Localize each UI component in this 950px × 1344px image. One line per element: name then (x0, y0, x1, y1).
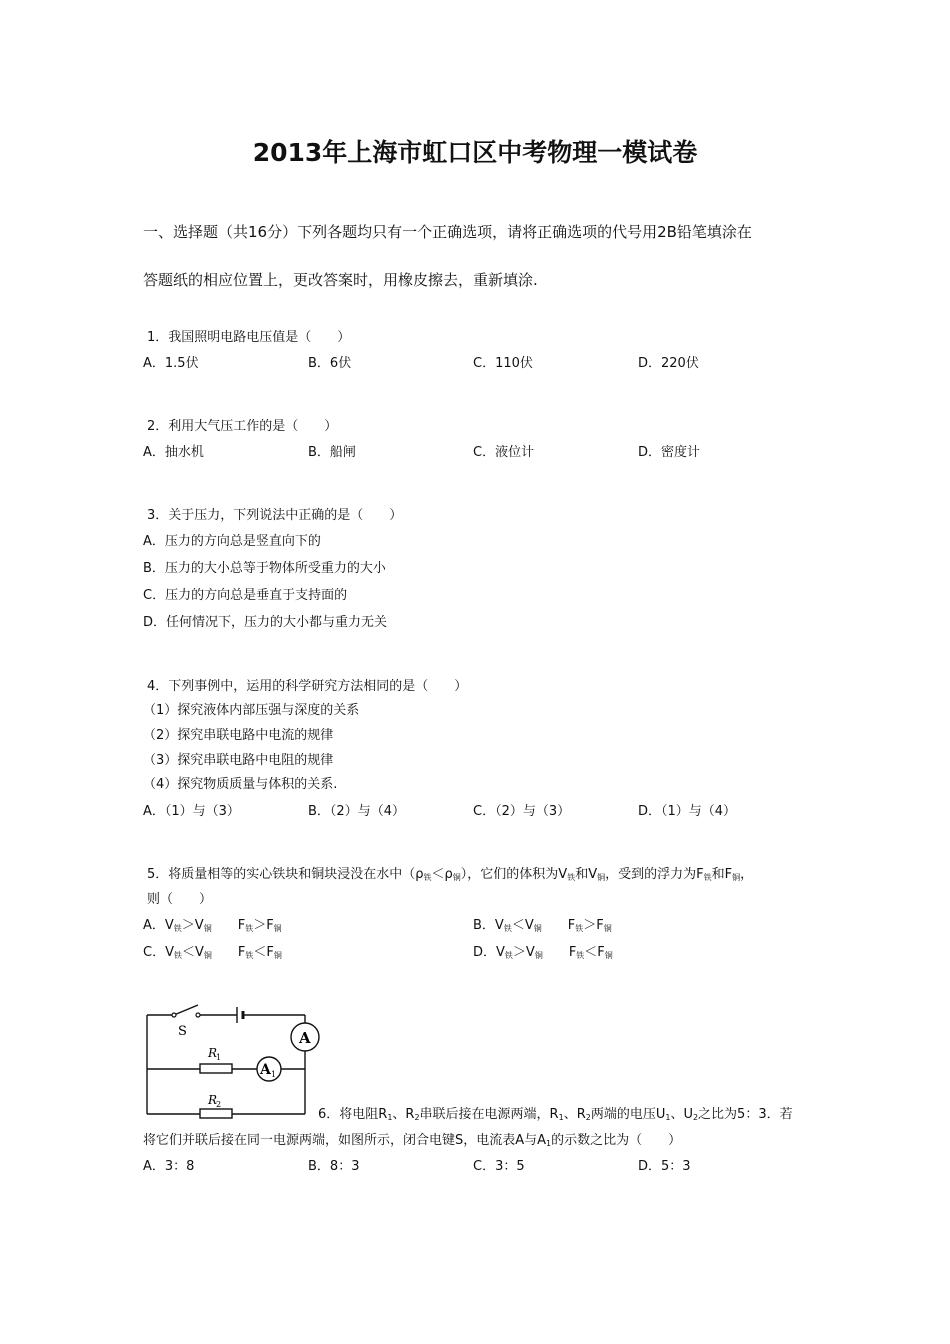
q4-item-1: （1）探究液体内部压强与深度的关系 (143, 703, 360, 718)
q5-option-b: B．$V_铁<V_铜$ $F_铁>F_铜$ (473, 918, 612, 933)
q3-option-a: A．压力的方向总是竖直向下的 (143, 534, 321, 549)
r1-label-sub: 1 (216, 1053, 222, 1062)
q6-stem: 6．将电阻$R_1$、$R_2$串联后接在电源两端，$R_1$、$R_2$两端的电压$U_1$、$U_2$之比为5：3．若 (318, 1107, 793, 1122)
q5-option-c: C．$V_铁<V_铜$ $F_铁<F_铜$ (143, 945, 282, 960)
q6-option-a: A．3：8 (143, 1159, 195, 1174)
r2-label: R (208, 1093, 218, 1107)
page-title: 2013年上海市虹口区中考物理一模试卷 (252, 138, 698, 167)
q3-stem: 3．关于压力，下列说法中正确的是（ ） (147, 508, 403, 523)
q6-stem-line2: 将它们并联后接在同一电源两端，如图所示，闭合电键S，电流表A与$A_1$的示数之比为（ ） (143, 1133, 682, 1148)
ammeter-branch-sub: 1 (271, 1070, 277, 1079)
q1-option-c: C．110伏 (473, 356, 533, 371)
q4-option-b: B．（2）与（4） (308, 804, 405, 819)
resistor-r1 (200, 1064, 232, 1073)
switch-contact-left (172, 1013, 176, 1017)
q6-option-d: D．5：3 (638, 1159, 691, 1174)
q2-stem: 2．利用大气压工作的是（ ） (147, 419, 338, 434)
section-intro-line1: 一、选择题（共16分）下列各题均只有一个正确选项，请将正确选项的代号用2B铅笔填涂在 (143, 223, 752, 241)
q5-stem-line2: 则（ ） (147, 892, 213, 907)
q4-item-4: （4）探究物质质量与体积的关系. (143, 777, 338, 792)
q2-option-d: D．密度计 (638, 445, 701, 460)
switch-contact-right (196, 1013, 200, 1017)
r1-label: R (208, 1046, 218, 1060)
q4-stem: 4．下列事例中，运用的科学研究方法相同的是（ ） (147, 679, 468, 694)
section-intro-line2: 答题纸的相应位置上，更改答案时，用橡皮擦去，重新填涂. (143, 271, 538, 289)
resistor-r2 (200, 1109, 232, 1118)
q3-option-d: D．任何情况下，压力的大小都与重力无关 (143, 615, 388, 630)
q5-option-a: A．$V_铁>V_铜$ $F_铁>F_铜$ (143, 918, 282, 933)
q2-option-c: C．液位计 (473, 445, 535, 460)
r2-label-sub: 2 (216, 1100, 222, 1109)
q4-option-a: A．（1）与（3） (143, 804, 240, 819)
q5-stem: 5．将质量相等的实心铁块和铜块浸没在水中$(\rho_铁<\rho_铜)$，它们的体积为$V_铁$和$V_铜$，受到的浮力为$F_铁$和$F_铜$， (147, 867, 754, 882)
q5-option-d: D．$V_铁>V_铜$ $F_铁<F_铜$ (473, 945, 613, 960)
q4-item-3: （3）探究串联电路中电阻的规律 (143, 753, 334, 768)
switch-label: S (178, 1024, 187, 1039)
q1-stem: 1．我国照明电路电压值是（ ） (147, 330, 351, 345)
q4-option-d: D．（1）与（4） (638, 804, 737, 819)
q2-option-a: A．抽水机 (143, 445, 204, 460)
q1-option-a: A．1.5伏 (143, 356, 199, 371)
q4-item-2: （2）探究串联电路中电流的规律 (143, 728, 334, 743)
q4-option-c: C．（2）与（3） (473, 804, 571, 819)
q6-option-c: C．3：5 (473, 1159, 525, 1174)
switch-blade (174, 1005, 198, 1015)
ammeter-main-label: A (299, 1029, 311, 1047)
q1-option-b: B．6伏 (308, 356, 352, 371)
ammeter-branch-label: A (260, 1062, 271, 1078)
q3-option-b: B．压力的大小总等于物体所受重力的大小 (143, 561, 386, 576)
circuit-diagram (140, 995, 325, 1120)
q6-option-b: B．8：3 (308, 1159, 360, 1174)
q2-option-b: B．船闸 (308, 445, 356, 460)
q3-option-c: C．压力的方向总是垂直于支持面的 (143, 588, 348, 603)
q1-option-d: D．220伏 (638, 356, 699, 371)
